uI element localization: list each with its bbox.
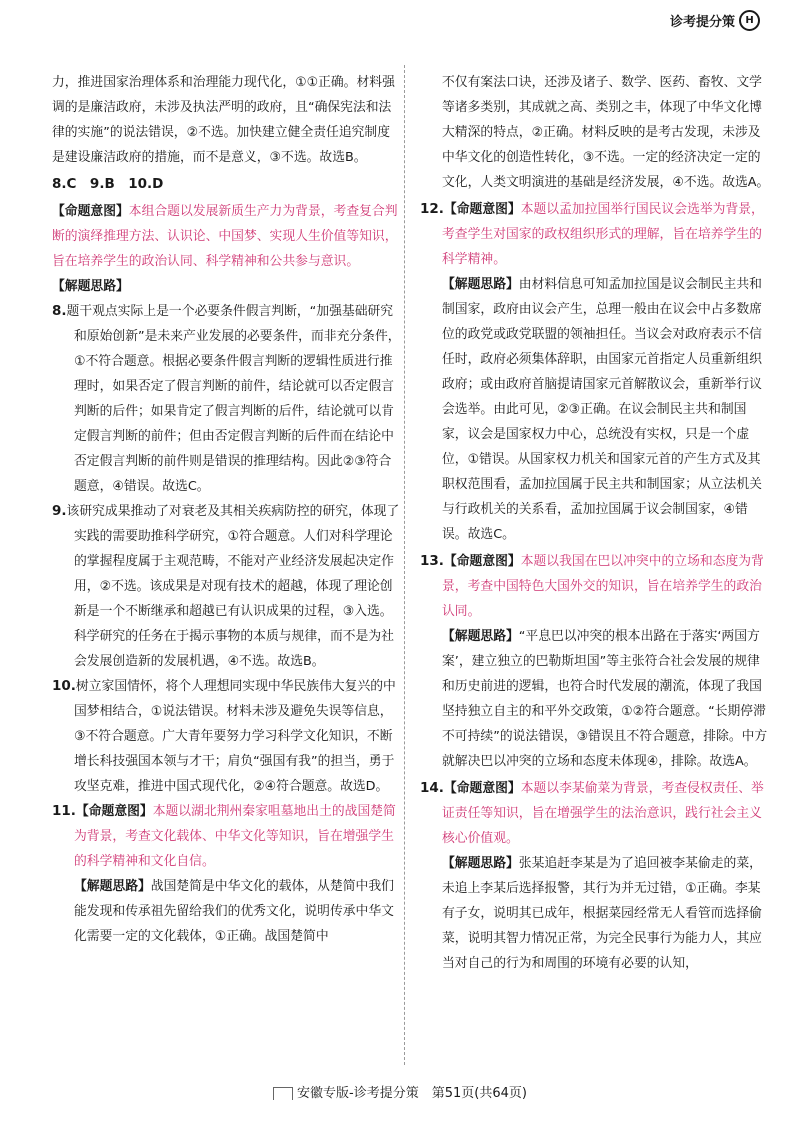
brand-header xyxy=(670,10,760,31)
q12-think-label: 【解题思路】 xyxy=(442,277,519,292)
q12-intent-text: 本题以孟加拉国举行国民议会选举为背景，考查学生对国家的政权组织形式的理解，旨在培养学生的科学精神。 xyxy=(442,202,764,267)
q12-intent xyxy=(420,197,770,272)
q14-intent-label: 【命题意图】 xyxy=(443,781,521,796)
q9-text: 该研究成果推动了对衰老及其相关疾病防控的研究，体现了实践的需要助推科学研究，①符合题意。人们对科学理论的掌握程度属于主观范畴，不能对产业经济发展起决定作用，②不选。该成果是对现有技术的超越，体现了理论创新是一个不断继承和超越已有认识成果的过程，③入选。科学研究的任务在于揭示事物的本质与规律，而不是为社会发展创造新的发展机遇，④不选。故选B。 xyxy=(66,504,400,669)
page-footer xyxy=(0,1082,800,1101)
q11-think-label: 【解题思路】 xyxy=(74,879,151,894)
brand-title: 诊考提分策 xyxy=(669,15,735,30)
right-column xyxy=(420,70,770,976)
column-divider xyxy=(404,65,405,1065)
q13-intent-label: 【命题意图】 xyxy=(443,554,521,569)
q13-number: 13. xyxy=(420,553,444,569)
q13-think-label: 【解题思路】 xyxy=(442,629,519,644)
q8-explanation xyxy=(52,299,402,499)
q11-think-text: 战国楚简是中华文化的载体，从楚简中我们能发现和传承祖先留给我们的优秀文化，说明传承中华文化需要一定的文化载体，①正确。战国楚简中 xyxy=(74,879,394,944)
q14-intent xyxy=(420,776,770,851)
intent-text: 本组合题以发展新质生产力为背景，考查复合判断的演绎推理方法、认识论、中国梦、实现人生价值等知识，旨在培养学生的政治认同、科学精神和公共参与意识。 xyxy=(52,204,398,269)
intent-label: 【命题意图】 xyxy=(52,204,129,219)
q13-think xyxy=(420,624,770,774)
q13-intent-text: 本题以我国在巴以冲突中的立场和态度为背景，考查中国特色大国外交的知识，旨在培养学生的政治认同。 xyxy=(442,554,764,619)
q8-text: 题干观点实际上是一个必要条件假言判断，“加强基础研究和原始创新”是未来产业发展的必要条件，而非充分条件，①不符合题意。根据必要条件假言判断的逻辑性质进行推理时，如果否定了假言判断的前件，结论就可以否定假言判断的后件；如果肯定了假言判断的后件，结论就可以肯定假言判断的前件；但由否定假言判断的后件而在结论中否定假言判断的前件则是错误的推理结构。因此②③符合题意，④错误。故选C。 xyxy=(66,304,401,494)
q11-think xyxy=(52,874,402,949)
q11-continuation: 不仅有案法口诀，还涉及诸子、数学、医药、畜牧、文学等诸多类别，其成就之高、类别之丰，体现了中华文化博大精深的特点，②正确。材料反映的是考古发现，未涉及中华文化的创造性转化，③不选。一定的经济决定一定的文化，人类文明演进的基础是经济发展，④不选。故选A。 xyxy=(442,75,770,190)
q11-number: 11. xyxy=(52,803,76,819)
q14-think xyxy=(420,851,770,976)
q14-number: 14. xyxy=(420,780,444,796)
q10-explanation xyxy=(52,674,402,799)
answer-key-8-10: 8.C 9.B 10.D xyxy=(52,176,164,192)
q14-intent-text: 本题以李某偷菜为背景，考查侵权责任、举证责任等知识，旨在增强学生的法治意识，践行社会主义核心价值观。 xyxy=(442,781,764,846)
q13-think-text: “平息巴以冲突的根本出路在于落实‘两国方案’，建立独立的巴勒斯坦国”等主张符合社会发展的规律和历史前进的逻辑，也符合时代发展的潮流，体现了我国坚持独立自主的和平外交政策，①②符合题意。“长期停滞不可持续”的说法错误，③错误且不符合题意，排除。中方就解决巴以冲突的立场和态度未体现④，排除。故选A。 xyxy=(442,629,768,769)
q8-number: 8. xyxy=(52,303,67,319)
q11-intent-label: 【命题意图】 xyxy=(75,804,153,819)
q14-think-text: 张某追赶李某是为了追回被李某偷走的菜，未追上李某后选择报警，其行为并无过错，①正确。李某有子女，说明其已成年，根据菜园经常无人看管而选择偷菜，说明其智力情况正常，为完全民事行为能力人，其应当对自己的行为和周围的环境有必要的认知， xyxy=(442,856,762,971)
q10-number: 10. xyxy=(52,678,76,694)
q13-intent xyxy=(420,549,770,624)
q12-think xyxy=(420,272,770,547)
brand-logo: H xyxy=(739,10,760,31)
footer-tab-icon xyxy=(273,1087,293,1100)
left-column xyxy=(52,70,402,949)
q9-explanation xyxy=(52,499,402,674)
q14-think-label: 【解题思路】 xyxy=(442,856,519,871)
q12-intent-label: 【命题意图】 xyxy=(443,202,521,217)
footer-text: 安徽专版-诊考提分策 第51页(共64页) xyxy=(297,1086,527,1101)
q11-intent-text: 本题以湖北荆州秦家咀墓地出土的战国楚简为背景，考查文化载体、中华文化等知识，旨在增强学生的科学精神和文化自信。 xyxy=(74,804,396,869)
q12-number: 12. xyxy=(420,201,444,217)
intent-8-10 xyxy=(52,199,402,274)
q10-text: 树立家国情怀，将个人理想同实现中华民族伟大复兴的中国梦相结合，①说法错误。材料未涉及避免失误等信息，③不符合题意。广大青年要努力学习科学文化知识，不断增长科技强国本领与才干；肩负“强国有我”的担当，勇于攻坚克难，推进中国式现代化，②④符合题意。故选D。 xyxy=(74,679,396,794)
q12-think-text: 由材料信息可知孟加拉国是议会制民主共和制国家，政府由议会产生，总理一般由在议会中占多数席位的政党或政党联盟的领袖担任。当议会对政府表示不信任时，政府必须集体辞职，由国家元首指定人员重新组织政府；或由政府首脑提请国家元首解散议会，重新举行议会选举。由此可见，②③正确。在议会制民主共和制国家，议会是国家权力中心，总统没有实权，只是一个虚位，①错误。从国家权力机关和国家元首的产生方式及其职权范围看，孟加拉国属于民主共和制国家；从立法机关与行政机关的关系看，孟加拉国属于议会制国家，④错误。故选C。 xyxy=(442,277,762,542)
q9-number: 9. xyxy=(52,503,67,519)
q11-intent xyxy=(52,799,402,874)
think-label: 【解题思路】 xyxy=(52,279,129,294)
q7-continuation: 力，推进国家治理体系和治理能力现代化，①①正确。材料强调的是廉洁政府，未涉及执法严明的政府，且“确保宪法和法律的实施”的说法错误，②不选。加快建立健全责任追究制度是建设廉洁政府的措施，而不是意义，③不选。故选B。 xyxy=(52,75,395,165)
